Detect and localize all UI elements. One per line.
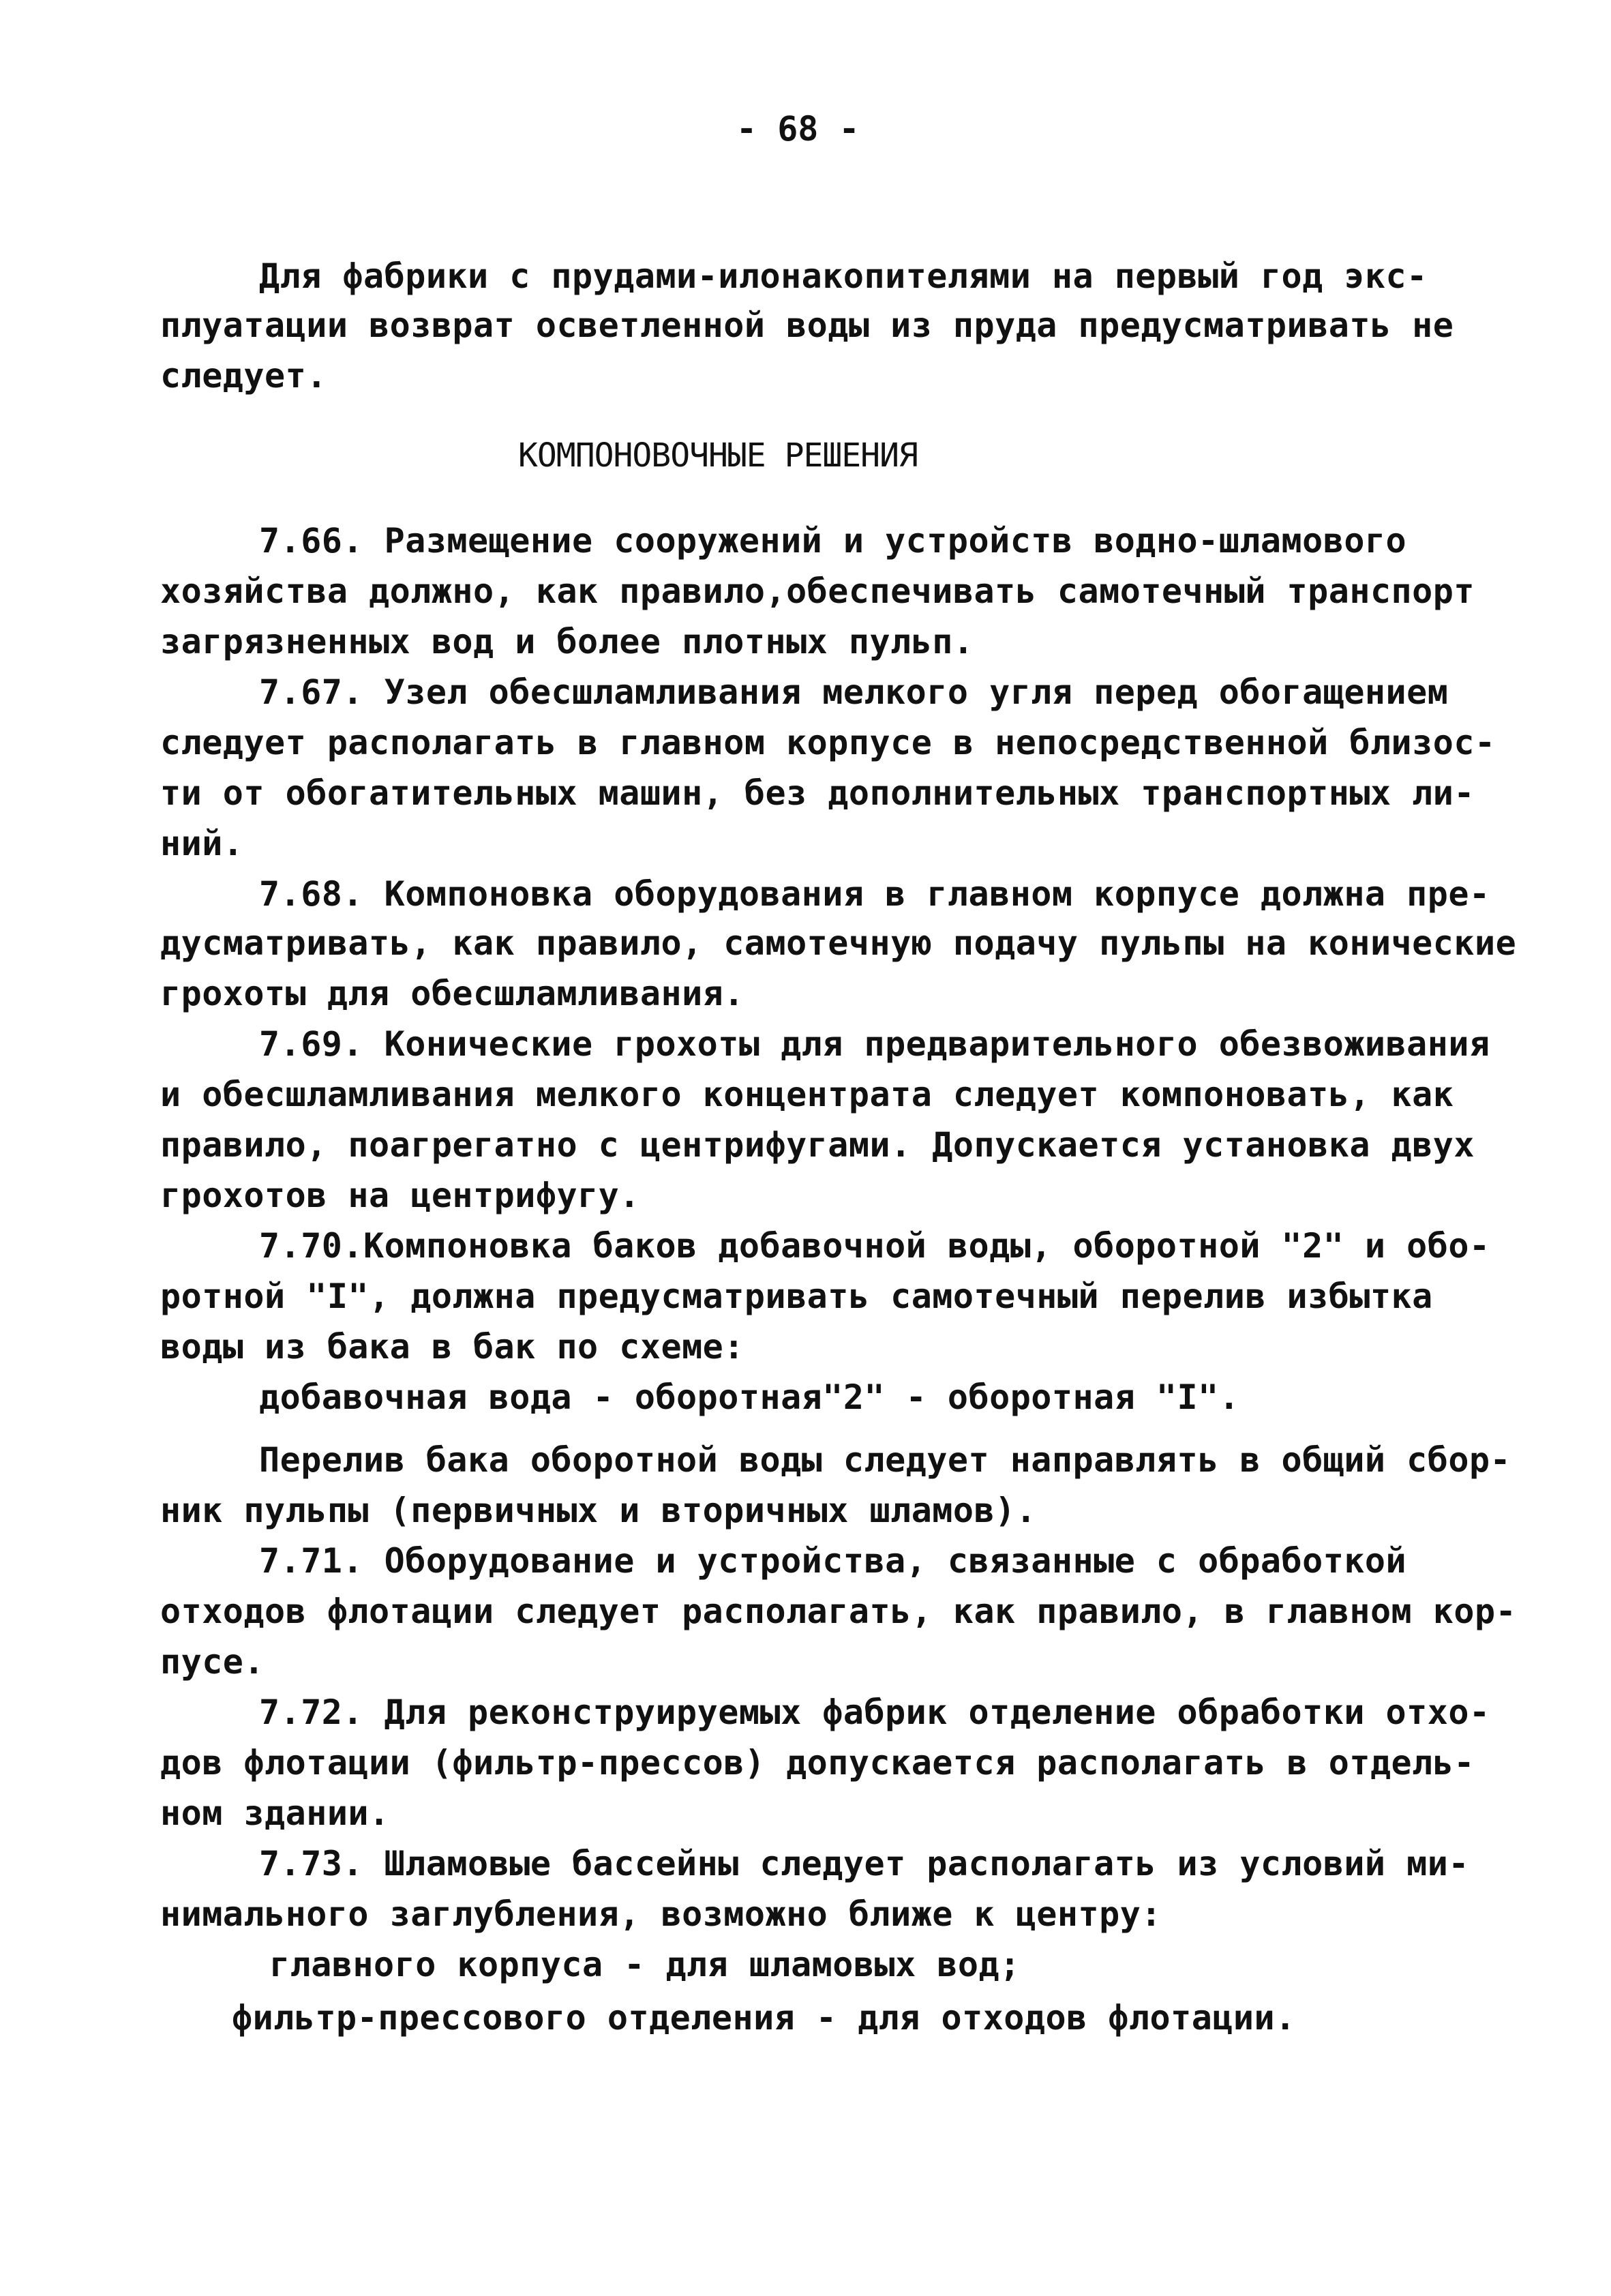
paragraph-line: ник пульпы (первичных и вторичных шламов). [160, 1491, 1037, 1530]
paragraph-line: воды из бака в бак по схеме: [160, 1327, 744, 1367]
paragraph-line: 7.70.Компоновка баков добавочной воды, оборотной "2" и обо- [259, 1226, 1490, 1266]
paragraph-line: дов флотации (фильтр-прессов) допускается располагать в отдель- [160, 1743, 1475, 1783]
paragraph-line: грохотов на центрифугу. [160, 1176, 640, 1215]
paragraph-line: пусе. [160, 1642, 265, 1682]
paragraph-line: нимального заглубления, возможно ближе к центру: [160, 1894, 1162, 1934]
paragraph-line: следует располагать в главном корпусе в непосредственной близос- [160, 723, 1496, 762]
paragraph-line: 7.66. Размещение сооружений и устройств водно-шламового [259, 521, 1407, 561]
paragraph-line: загрязненных вод и более плотных пульп. [160, 622, 974, 661]
intro-line: плуатации возврат осветленной воды из пруда предусматривать не [160, 305, 1454, 345]
paragraph-line: 7.67. Узел обесшламливания мелкого угля перед обогащением [259, 672, 1449, 712]
paragraph-line: ний. [160, 824, 244, 863]
paragraph-line: 7.68. Компоновка оборудования в главном корпусе должна пре- [259, 874, 1490, 914]
paragraph-line: отходов флотации следует располагать, как правило, в главном кор- [160, 1592, 1517, 1631]
intro-line: следует. [160, 356, 327, 396]
paragraph-line: 7.72. Для реконструируемых фабрик отделение обработки отхо- [259, 1693, 1490, 1732]
paragraph-line: дусматривать, как правило, самотечную подачу пульпы на конические [160, 923, 1517, 963]
paragraph-line: грохоты для обесшламливания. [160, 974, 744, 1013]
section-title: КОМПОНОВОЧНЫЕ РЕШЕНИЯ [518, 436, 918, 475]
paragraph-line: ротной "I", должна предусматривать самотечный перелив избытка [160, 1277, 1433, 1316]
paragraph-line: правило, поагрегатно с центрифугами. Допускается установка двух [160, 1125, 1475, 1165]
paragraph-line: и обесшламливания мелкого концентрата следует компоновать, как [160, 1075, 1454, 1114]
paragraph-line: главного корпуса - для шламовых вод; [269, 1945, 1021, 1984]
page-number: - 68 - [736, 109, 860, 149]
paragraph-line: ти от обогатительных машин, без дополнительных транспортных ли- [160, 773, 1475, 813]
paragraph-line: добавочная вода - оборотная"2" - оборотная "I". [259, 1377, 1240, 1417]
paragraph-line: ном здании. [160, 1793, 390, 1833]
paragraph-line: 7.73. Шламовые бассейны следует располагать из условий ми- [259, 1844, 1469, 1883]
paragraph-line: хозяйства должно, как правило,обеспечивать самотечный транспорт [160, 571, 1475, 611]
paragraph-line: фильтр-прессового отделения - для отходов флотации. [232, 1998, 1296, 2038]
paragraph-line: 7.69. Конические грохоты для предварительного обезвоживания [259, 1024, 1490, 1064]
paragraph-line: 7.71. Оборудование и устройства, связанные с обработкой [259, 1541, 1407, 1581]
paragraph-line: Перелив бака оборотной воды следует направлять в общий сбор- [259, 1440, 1511, 1480]
intro-line: Для фабрики с прудами-илонакопителями на первый год экс- [259, 256, 1428, 296]
